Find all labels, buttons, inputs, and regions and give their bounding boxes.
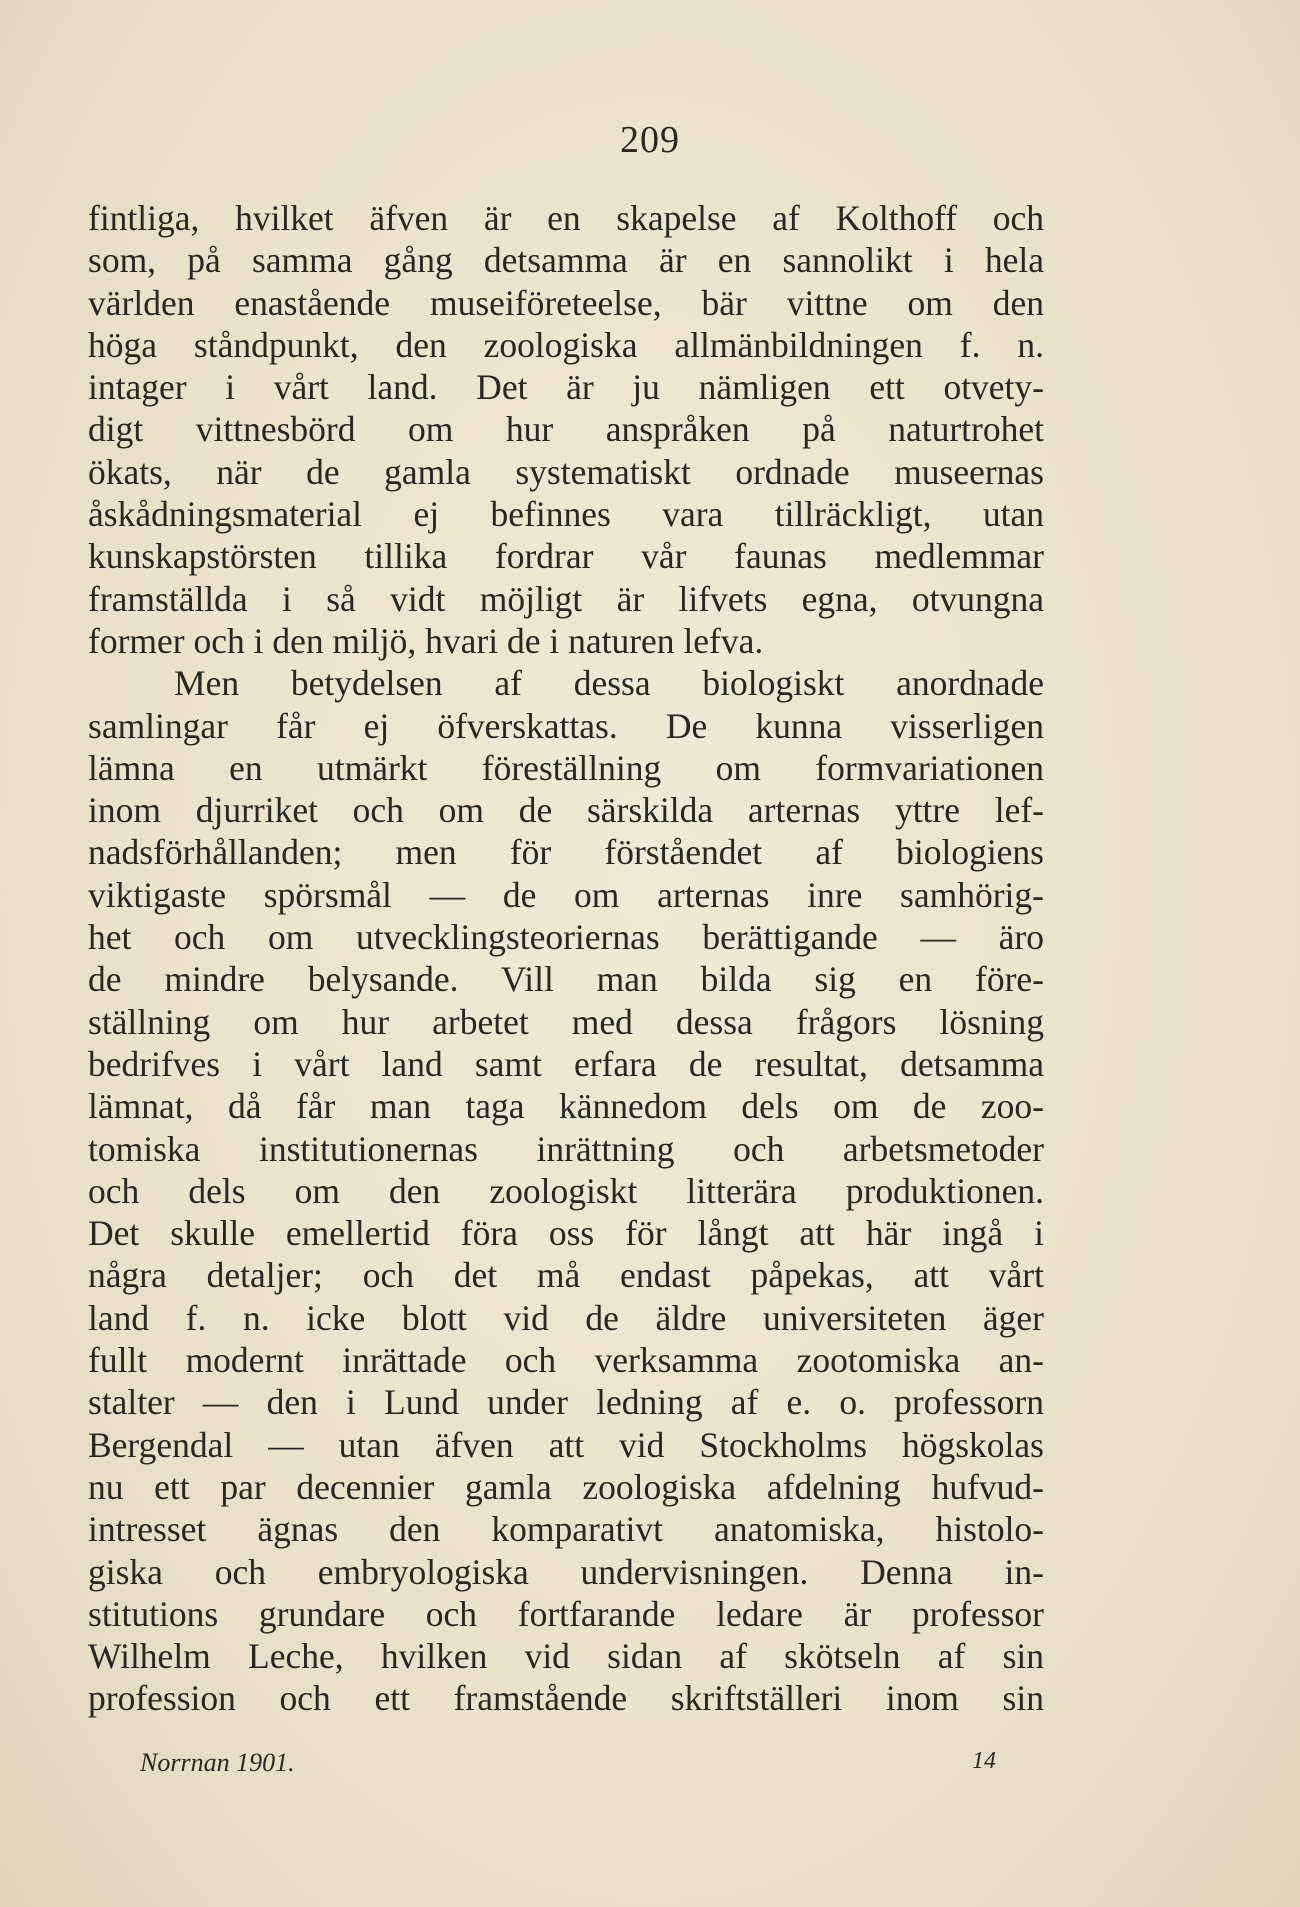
text-line: giska och embryologiska undervisningen. Denna in- — [88, 1551, 1044, 1592]
text-line: bedrifves i vårt land samt erfara de resultat, detsamma — [88, 1043, 1044, 1084]
sheet-number: 14 — [972, 1748, 996, 1774]
text-line: ställning om hur arbetet med dessa frågors lösning — [88, 1001, 1044, 1042]
page-footer — [140, 1748, 996, 1788]
text-line: som, på samma gång detsamma är en sannolikt i hela — [88, 240, 1044, 281]
text-line: några detaljer; och det må endast påpekas, att vårt — [88, 1255, 1044, 1296]
text-line: Det skulle emellertid föra oss för långt att här ingå i — [88, 1213, 1044, 1254]
text-line: intager i vårt land. Det är ju nämligen ett otvety- — [88, 367, 1044, 408]
text-line: Men betydelsen af dessa biologiskt anordnade — [174, 663, 1044, 704]
text-line: och dels om den zoologiskt litterära produktionen. — [88, 1170, 1044, 1211]
text-line: former och i den miljö, hvari de i naturen lefva. — [88, 620, 764, 661]
text-line: samlingar får ej öfverskattas. De kunna visserligen — [88, 705, 1044, 746]
text-line: de mindre belysande. Vill man bilda sig en före- — [88, 959, 1044, 1000]
publication-signature: Norrnan 1901. — [140, 1748, 295, 1777]
text-line: digt vittnesbörd om hur anspråken på naturtrohet — [88, 409, 1044, 450]
text-line: het och om utvecklingsteoriernas berättigande — äro — [88, 917, 1044, 958]
text-line: fintliga, hvilket äfven är en skapelse af Kolthoff och — [88, 198, 1044, 238]
body-text — [88, 197, 1044, 1720]
text-line: nu ett par decennier gamla zoologiska afdelning hufvud- — [88, 1466, 1044, 1507]
text-line: ökats, när de gamla systematiskt ordnade museernas — [88, 451, 1044, 492]
text-line: inom djurriket och om de särskilda arternas yttre lef- — [88, 790, 1044, 831]
text-line: land f. n. icke blott vid de äldre universiteten äger — [88, 1297, 1044, 1338]
text-line: åskådningsmaterial ej befinnes vara tillräckligt, utan — [88, 494, 1044, 535]
text-line: kunskapstörsten tillika fordrar vår faunas medlemmar — [88, 536, 1044, 577]
text-line: framställda i så vidt möjligt är lifvets egna, otvungna — [88, 578, 1044, 619]
text-line: lämna en utmärkt föreställning om formvariationen — [88, 747, 1044, 788]
text-line: tomiska institutionernas inrättning och arbetsmetoder — [88, 1128, 1044, 1169]
text-line: stalter — den i Lund under ledning af e. o. professorn — [88, 1382, 1044, 1423]
text-line: Bergendal — utan äfven att vid Stockholms högskolas — [88, 1424, 1044, 1465]
text-line: viktigaste spörsmål — de om arternas inre samhörig- — [88, 874, 1044, 915]
text-line: lämnat, då får man taga kännedom dels om de zoo- — [88, 1086, 1044, 1127]
text-line: stitutions grundare och fortfarande ledare är professor — [88, 1593, 1044, 1634]
text-line: höga ståndpunkt, den zoologiska allmänbildningen f. n. — [88, 324, 1044, 365]
text-line: profession och ett framstående skriftställeri inom sin — [88, 1678, 1044, 1719]
text-line: fullt modernt inrättade och verksamma zootomiska an- — [88, 1340, 1044, 1381]
text-line: nadsförhållanden; men för förståendet af biologiens — [88, 832, 1044, 873]
page-number: 209 — [620, 119, 680, 161]
text-line: världen enastående museiföreteelse, bär vittne om den — [88, 282, 1044, 323]
text-line: intresset ägnas den komparativt anatomiska, histolo- — [88, 1509, 1044, 1550]
text-line: Wilhelm Leche, hvilken vid sidan af skötseln af sin — [88, 1636, 1044, 1677]
